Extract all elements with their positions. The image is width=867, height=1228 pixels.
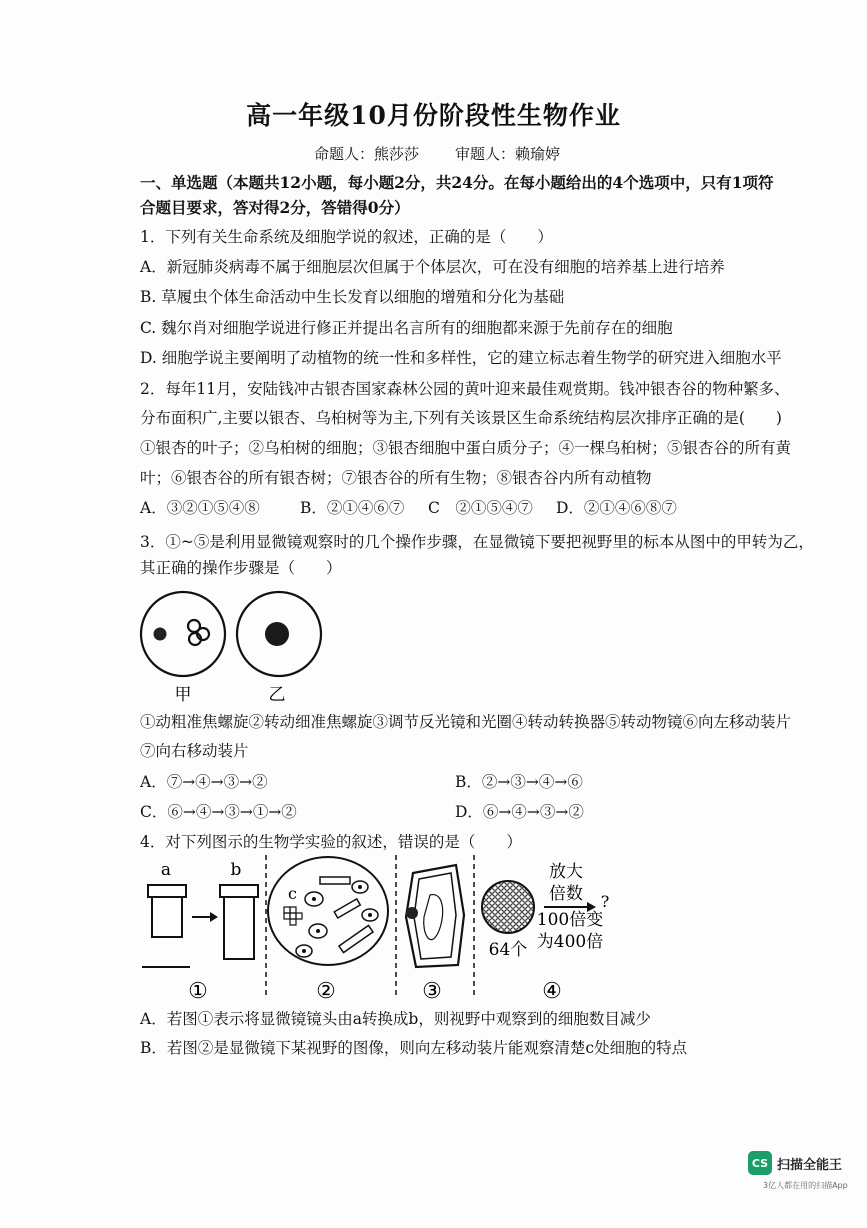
- mag-text-3: 100倍变: [536, 910, 604, 930]
- q2-option-c: C ②①⑤④⑦: [428, 499, 533, 517]
- panel-number-2: ②: [316, 979, 336, 1004]
- q2-option-d: D．②①④⑥⑧⑦: [556, 499, 677, 517]
- setter: 命题人：熊莎莎: [314, 145, 420, 163]
- objective-b-body: [224, 897, 254, 959]
- panel-magnification: [482, 862, 609, 1004]
- panel-field-of-view: [268, 857, 388, 1004]
- cell-count: 64个: [488, 940, 528, 960]
- q3-stem-line2: 其正确的操作步骤是（ ）: [140, 559, 342, 577]
- label-c: c: [288, 884, 297, 903]
- authors: [314, 143, 560, 164]
- label-a: a: [160, 860, 172, 880]
- field-circle: [268, 857, 388, 965]
- q2-stem-line2: 分布面积广,主要以银杏、乌桕树等为主,下列有关该景区生命系统结构层次排序正确的是( ): [140, 409, 782, 427]
- cell-cluster: [482, 881, 534, 933]
- q3-stem-line1: 3．①~⑤是利用显微镜观察时的几个操作步骤，在显微镜下要把视野里的标本从图中的甲转为乙，: [140, 533, 814, 551]
- q3-figure: [135, 588, 335, 706]
- mag-text-1: 放大: [549, 862, 583, 882]
- q4-option-a: A．若图①表示将显微镜镜头由a转换成b，则视野中观察到的细胞数目减少: [140, 1010, 651, 1028]
- q1-stem: 1．下列有关生命系统及细胞学说的叙述，正确的是（ ）: [140, 228, 553, 246]
- label-yi: 乙: [268, 685, 286, 705]
- q3-option-d: D．⑥→④→③→②: [455, 803, 584, 821]
- field-yi-dot: [265, 622, 289, 646]
- objective-a-body: [152, 897, 182, 937]
- q2-items-line1: ①银杏的叶子；②乌桕树的细胞；③银杏细胞中蛋白质分子；④一棵乌桕树；⑤银杏谷的所有黄: [140, 439, 792, 457]
- camscanner-slogan: 3亿人都在用的扫描App: [763, 1181, 848, 1190]
- q4-figure: [138, 855, 638, 1005]
- q4-option-b: B．若图②是显微镜下某视野的图像，则向左移动装片能观察清楚c处细胞的特点: [140, 1039, 688, 1057]
- q4-stem: 4．对下列图示的生物学实验的叙述，错误的是（ ）: [140, 833, 522, 851]
- label-jia: 甲: [174, 685, 192, 705]
- q3-steps-line1: ①动粗准焦螺旋②转动细准焦螺旋③调节反光镜和光圈④转动转换器⑤转动物镜⑥向左移动装片: [140, 713, 792, 731]
- section-heading-line1: 一、单选题（本题共12小题，每小题2分，共24分。在每小题给出的4个选项中，只有1项符: [140, 173, 774, 192]
- panel-objectives: [142, 860, 258, 1004]
- page-title: 高一年级10月份阶段性生物作业: [246, 101, 621, 130]
- panel-plant-cell: [406, 865, 464, 1004]
- section-heading-line2: 合题目要求，答对得2分，答错得0分）: [140, 198, 410, 217]
- q3-option-b: B．②→③→④→⑥: [455, 773, 583, 791]
- cell-membrane: [414, 873, 456, 959]
- q2-stem-line1: 2．每年11月，安陆钱冲古银杏国家森林公园的黄叶迎来最佳观赏期。钱冲银杏谷的物种繁多、: [140, 380, 790, 398]
- q1-option-a: A．新冠肺炎病毒不属于细胞层次但属于个体层次，可在没有细胞的培养基上进行培养: [140, 258, 725, 276]
- q1-option-b: B. 草履虫个体生命活动中生长发育以细胞的增殖和分化为基础: [140, 288, 565, 306]
- label-b: b: [230, 860, 242, 880]
- q2-options: [140, 498, 677, 518]
- field-jia-small-dot: [154, 628, 167, 641]
- reviewer: 审题人：赖瑜婷: [455, 145, 561, 163]
- panel-number-3: ③: [422, 979, 442, 1004]
- camscanner-app-name: 扫描全能王: [777, 1157, 843, 1173]
- scanner-watermark: [748, 1150, 856, 1176]
- q3-option-a: A．⑦→④→③→②: [140, 773, 268, 791]
- q1-option-d: D. 细胞学说主要阐明了动植物的统一性和多样性，它的建立标志着生物学的研究进入细胞水平: [140, 349, 782, 367]
- panel-number-4: ④: [542, 979, 562, 1004]
- q3-steps-line2: ⑦向右移动装片: [140, 742, 249, 760]
- camscanner-logo-icon: CS: [748, 1151, 772, 1175]
- objective-b-cap: [220, 885, 258, 897]
- q1-option-c: C. 魏尔肖对细胞学说进行修正并提出名言所有的细胞都来源于先前存在的细胞: [140, 319, 673, 337]
- q2-option-b: B．②①④⑥⑦: [300, 499, 405, 517]
- arrow-head: [210, 912, 218, 922]
- mag-text-2: 倍数: [549, 884, 583, 904]
- q2-option-a: A．③②①⑤④⑧: [140, 499, 260, 517]
- mag-question: ?: [600, 892, 610, 911]
- q3-option-c: C．⑥→④→③→①→②: [140, 803, 297, 821]
- nucleus: [406, 907, 418, 919]
- objective-a-cap: [148, 885, 186, 897]
- q2-items-line2: 叶；⑥银杏谷的所有银杏树；⑦银杏谷的所有生物；⑧银杏谷内所有动植物: [140, 469, 652, 487]
- panel-number-1: ①: [188, 979, 208, 1004]
- mag-text-4: 为400倍: [536, 932, 604, 952]
- cell-chain: [320, 877, 350, 884]
